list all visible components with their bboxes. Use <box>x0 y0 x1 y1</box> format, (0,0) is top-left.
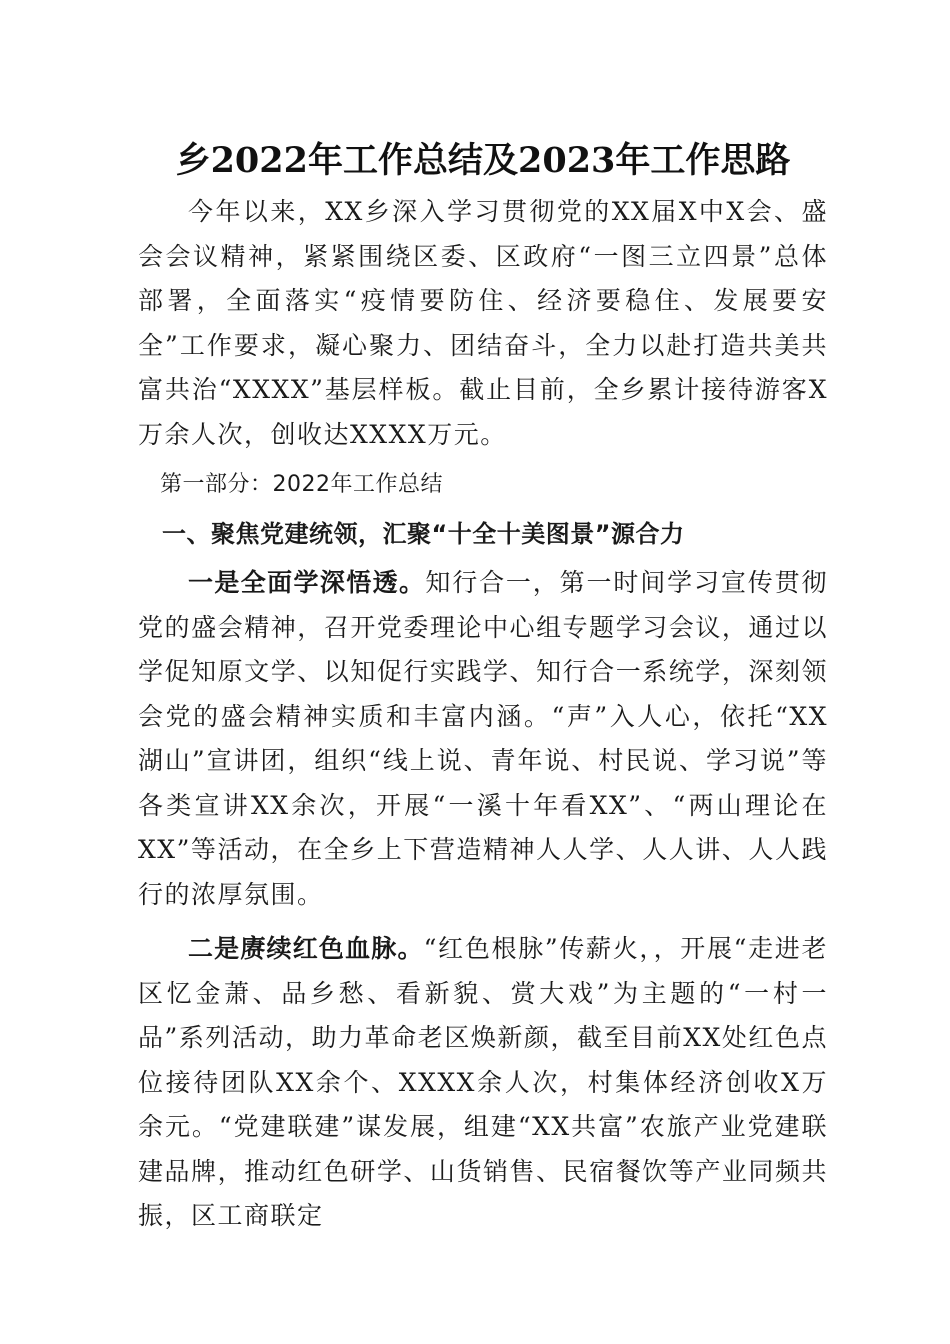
item-one-lead: 一是全面学深悟透。 <box>188 568 426 597</box>
item-two-body: “红色根脉”传薪火，，开展“走进老区忆金萧、品乡愁、看新貌、赏大戏”为主题的“一村一品”系列活动，助力革命老区焕新颜，截至目前XX处红色点位接待团队XX余个、XXXX余人次，村集体经济创收X万余元。“党建联建”谋发展，组建“XX共富”农旅产业党建联建品牌，推动红色研学、山货销售、民宿餐饮等产业同频共振，区工商联定 <box>138 934 828 1230</box>
item-one-paragraph <box>138 561 828 917</box>
item-two-lead: 二是赓续红色血脉。 <box>188 934 424 963</box>
item-one-body: 知行合一，第一时间学习宣传贯彻党的盛会精神，召开党委理论中心组专题学习会议，通过以学促知原文学、以知促行实践学、知行合一系统学，深刻领会党的盛会精神实质和丰富内涵。“声”入人心，依托“XX湖山”宣讲团，组织“线上说、青年说、村民说、学习说”等各类宣讲XX余次，开展“一溪十年看XX”、“两山理论在XX”等活动，在全乡上下营造精神人人学、人人讲、人人践行的浓厚氛围。 <box>138 568 828 909</box>
document-title: 乡2022年工作总结及2023年工作思路 <box>175 140 791 181</box>
part-one-heading: 第一部分：2022年工作总结 <box>160 472 443 497</box>
intro-paragraph: 今年以来，XX乡深入学习贯彻党的XX届X中X会、盛会会议精神，紧紧围绕区委、区政府“一图三立四景”总体部署，全面落实“疫情要防住、经济要稳住、发展要安全”工作要求，凝心聚力、团结奋斗，全力以赴打造共美共富共治“XXXX”基层样板。截止目前，全乡累计接待游客X万余人次，创收达XXXX万元。 <box>138 197 828 449</box>
section-one-heading: 一、聚焦党建统领，汇聚“十全十美图景”源合力 <box>162 520 685 548</box>
item-two-paragraph <box>138 927 828 1239</box>
